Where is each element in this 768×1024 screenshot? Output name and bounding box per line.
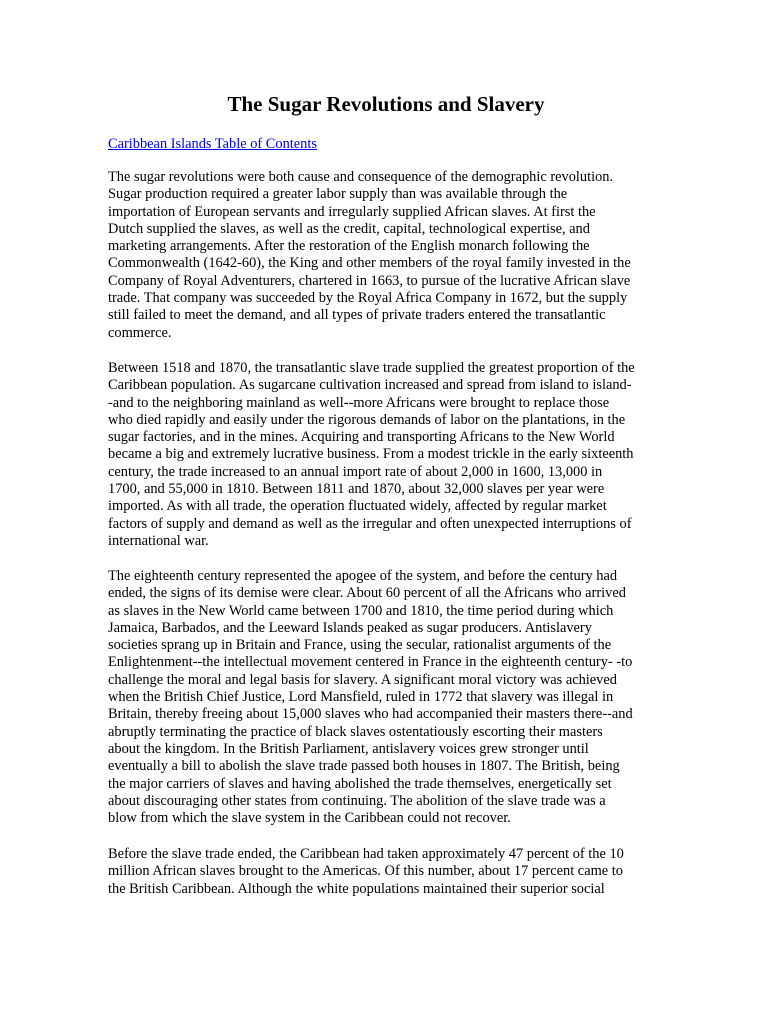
paragraph-line: societies sprang up in Britain and France, using the secular, rationalist arguments of the bbox=[108, 637, 612, 654]
paragraph-line: marketing arrangements. After the restoration of the English monarch following the bbox=[108, 238, 590, 255]
paragraph-line: Commonwealth (1642-60), the King and other members of the royal family invested in the bbox=[108, 255, 631, 272]
paragraph-line: million African slaves brought to the Americas. Of this number, about 17 percent came to bbox=[108, 863, 623, 880]
paragraph-line: Britain, thereby freeing about 15,000 slaves who had accompanied their masters there--and bbox=[108, 706, 633, 723]
paragraph-line: sugar factories, and in the mines. Acquiring and transporting Africans to the New World bbox=[108, 429, 615, 446]
paragraph-line: The eighteenth century represented the apogee of the system, and before the century had bbox=[108, 568, 618, 584]
paragraph-2 bbox=[108, 360, 635, 550]
paragraph-line: challenge the moral and legal basis for slavery. A significant moral victory was achieved bbox=[108, 671, 617, 688]
paragraph-line: eventually a bill to abolish the slave trade passed both houses in 1807. The British, being bbox=[108, 758, 620, 775]
paragraph-line: Before the slave trade ended, the Caribbean had taken approximately 47 percent of the 10 bbox=[108, 846, 624, 862]
paragraph-line: Jamaica, Barbados, and the Leeward Islands peaked as sugar producers. Antislavery bbox=[108, 619, 592, 636]
paragraph-line: as slaves in the New World came between 1700 and 1810, the time period during which bbox=[108, 602, 614, 619]
paragraph-line: importation of European servants and irregularly supplied African slaves. At first the bbox=[108, 203, 596, 220]
paragraph-line: when the British Chief Justice, Lord Mansfield, ruled in 1772 that slavery was illegal in bbox=[108, 689, 614, 706]
paragraph-4 bbox=[108, 846, 624, 898]
paragraph-line: abruptly terminating the practice of black slaves ostentatiously escorting their masters bbox=[108, 723, 603, 740]
paragraph-line: about discouraging other states from continuing. The abolition of the slave trade was a bbox=[108, 792, 606, 809]
paragraph-line: Between 1518 and 1870, the transatlantic slave trade supplied the greatest proportion of the bbox=[108, 360, 635, 376]
paragraph-line: 1700, and 55,000 in 1810. Between 1811 and 1870, about 32,000 slaves per year were bbox=[108, 481, 605, 498]
paragraph-line: century, the trade increased to an annual import rate of about 2,000 in 1600, 13,000 in bbox=[108, 463, 603, 480]
paragraph-line: Dutch supplied the slaves, as well as the credit, capital, technological expertise, and bbox=[108, 220, 590, 237]
paragraph-line: trade. That company was succeeded by the Royal Africa Company in 1672, but the supply bbox=[108, 290, 628, 307]
paragraph-1 bbox=[108, 169, 631, 342]
paragraph-line: the major carriers of slaves and having abolished the trade themselves, energetically set bbox=[108, 775, 612, 792]
paragraph-line: the British Caribbean. Although the white populations maintained their superior social bbox=[108, 880, 605, 897]
paragraph-line: -and to the neighboring mainland as well--more Africans were brought to replace those bbox=[108, 394, 610, 411]
paragraph-line: The sugar revolutions were both cause and consequence of the demographic revolution. bbox=[108, 169, 614, 185]
paragraph-line: commerce. bbox=[108, 324, 172, 341]
paragraph-line: who died rapidly and easily under the rigorous demands of labor on the plantations, in the bbox=[108, 411, 626, 428]
paragraph-line: international war. bbox=[108, 532, 209, 549]
paragraph-line: ended, the signs of its demise were clear. About 60 percent of all the Africans who arrived bbox=[108, 585, 626, 602]
paragraph-line: Sugar production required a greater labor supply than was available through the bbox=[108, 186, 568, 203]
paragraph-line: factors of supply and demand as well as the irregular and often unexpected interruptions of bbox=[108, 515, 632, 532]
paragraph-line: blow from which the slave system in the Caribbean could not recover. bbox=[108, 810, 511, 827]
paragraph-3 bbox=[108, 568, 633, 827]
paragraph-line: imported. As with all trade, the operation fluctuated widely, affected by regular market bbox=[108, 498, 607, 515]
paragraph-line: still failed to meet the demand, and all types of private traders entered the transatlantic bbox=[108, 307, 606, 324]
table-of-contents-link[interactable]: Caribbean Islands Table of Contents bbox=[108, 136, 317, 152]
paragraph-line: Company of Royal Adventurers, chartered in 1663, to pursue of the lucrative African slave bbox=[108, 272, 631, 289]
paragraph-line: Enlightenment--the intellectual movement centered in France in the eighteenth century- -to bbox=[108, 654, 633, 671]
paragraph-line: Caribbean population. As sugarcane cultivation increased and spread from island to island- bbox=[108, 377, 632, 394]
page-title: The Sugar Revolutions and Slavery bbox=[227, 92, 545, 116]
paragraph-line: became a big and extremely lucrative business. From a modest trickle in the early sixteenth bbox=[108, 446, 634, 463]
paragraph-line: about the kingdom. In the British Parliament, antislavery voices grew stronger until bbox=[108, 740, 589, 757]
